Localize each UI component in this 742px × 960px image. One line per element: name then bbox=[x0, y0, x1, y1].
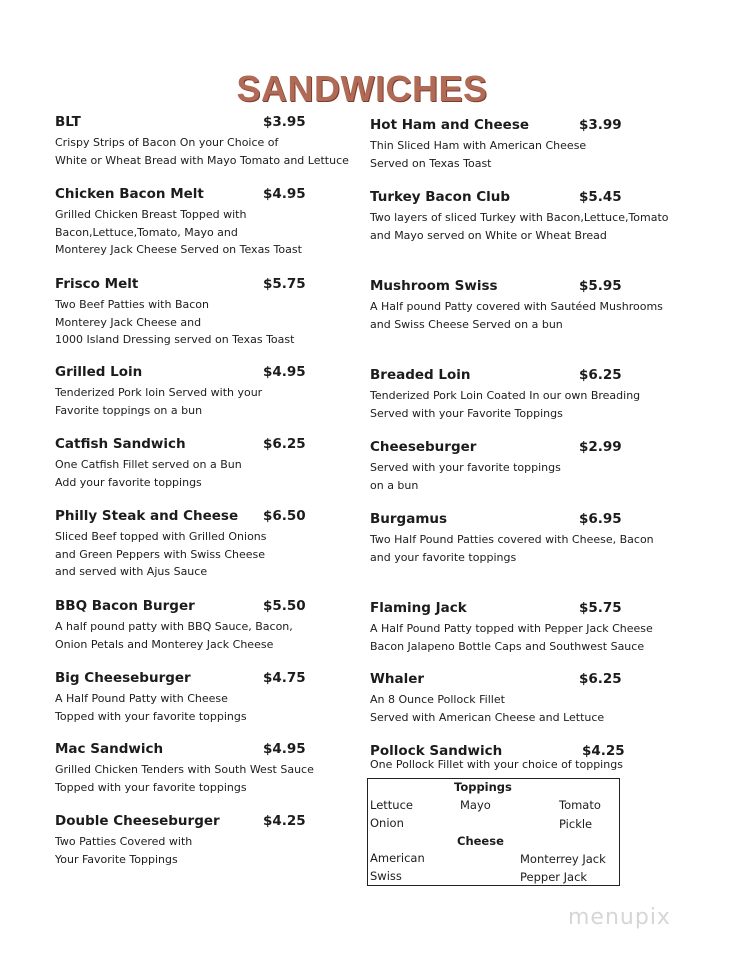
description-line: on a bun bbox=[370, 478, 419, 492]
item-description bbox=[55, 833, 192, 868]
item-description bbox=[55, 528, 267, 581]
item-description bbox=[370, 387, 640, 422]
description-line: Served with your favorite toppings bbox=[370, 461, 561, 474]
item-name: Cheeseburger bbox=[370, 439, 477, 455]
description-line: Favorite toppings on a bun bbox=[55, 403, 203, 417]
item-name: Burgamus bbox=[370, 511, 448, 527]
item-name: Double Cheeseburger bbox=[55, 813, 220, 829]
item-name: Turkey Bacon Club bbox=[370, 189, 511, 205]
description-line: A half pound patty with BBQ Sauce, Bacon, bbox=[55, 620, 293, 633]
item-price: $5.75 bbox=[263, 276, 306, 292]
item-name: Whaler bbox=[370, 671, 425, 687]
item-name: Breaded Loin bbox=[370, 367, 471, 383]
item-price: $5.45 bbox=[579, 189, 622, 205]
item-name: Big Cheeseburger bbox=[55, 670, 191, 686]
description-line: Sliced Beef topped with Grilled Onions bbox=[55, 530, 267, 543]
item-price: $6.25 bbox=[263, 436, 306, 452]
item-price: $4.25 bbox=[582, 743, 625, 759]
item-name: Pollock Sandwich bbox=[370, 743, 503, 759]
description-line: Bacon Jalapeno Bottle Caps and Southwest Sauce bbox=[370, 639, 645, 653]
item-description bbox=[370, 691, 604, 726]
item-description bbox=[55, 384, 262, 419]
toppings-heading: Toppings bbox=[454, 780, 512, 794]
topping-item: Lettuce bbox=[370, 798, 413, 812]
description-line: and served with Ajus Sauce bbox=[55, 565, 208, 578]
description-line: A Half pound Patty covered with Sautéed Mushrooms bbox=[370, 300, 663, 313]
description-line: Two Patties Covered with bbox=[55, 835, 193, 848]
description-line: Served with your Favorite Toppings bbox=[370, 406, 563, 420]
description-line: A Half Pound Patty topped with Pepper Jack Cheese bbox=[370, 622, 653, 635]
description-line: Onion Petals and Monterey Jack Cheese bbox=[55, 637, 274, 651]
topping-item: Tomato bbox=[559, 798, 601, 812]
topping-item: Mayo bbox=[460, 798, 491, 812]
item-description bbox=[370, 531, 654, 566]
item-price: $4.95 bbox=[263, 186, 306, 202]
item-price: $5.95 bbox=[579, 278, 622, 294]
topping-item: Pickle bbox=[559, 817, 593, 831]
description-line: One Catfish Fillet served on a Bun bbox=[55, 458, 242, 471]
cheese-heading: Cheese bbox=[457, 834, 504, 848]
item-name: BLT bbox=[55, 114, 81, 130]
description-line: Tenderized Pork loin Served with your bbox=[55, 386, 263, 399]
description-line: Two Half Pound Patties covered with Cheese, Bacon bbox=[370, 533, 654, 546]
description-line: Grilled Chicken Tenders with South West Sauce bbox=[55, 763, 314, 776]
item-description bbox=[55, 690, 247, 725]
item-price: $4.25 bbox=[263, 813, 306, 829]
description-line: and Swiss Cheese Served on a bun bbox=[370, 317, 563, 331]
cheese-item: Swiss bbox=[370, 869, 402, 883]
item-description bbox=[370, 209, 669, 244]
cheese-item: Monterrey Jack bbox=[520, 852, 606, 866]
item-name: Hot Ham and Cheese bbox=[370, 117, 530, 133]
item-name: Chicken Bacon Melt bbox=[55, 186, 204, 202]
item-price: $6.95 bbox=[579, 511, 622, 527]
item-price: $4.95 bbox=[263, 741, 306, 757]
description-line: One Pollock Fillet with your choice of toppings bbox=[370, 758, 623, 771]
item-name: Catfish Sandwich bbox=[55, 436, 186, 452]
description-line: and your favorite toppings bbox=[370, 550, 517, 564]
description-line: Your Favorite Toppings bbox=[55, 852, 178, 866]
description-line: Tenderized Pork Loin Coated In our own Breading bbox=[370, 389, 641, 402]
item-description bbox=[55, 296, 294, 349]
item-description bbox=[370, 298, 663, 333]
description-line: Served on Texas Toast bbox=[370, 156, 492, 170]
description-line: Two layers of sliced Turkey with Bacon,Lettuce,Tomato bbox=[370, 211, 669, 224]
item-description bbox=[370, 137, 586, 172]
description-line: 1000 Island Dressing served on Texas Toast bbox=[55, 333, 295, 346]
description-line: Monterey Jack Cheese and bbox=[55, 315, 202, 329]
menupix-watermark: menupix bbox=[568, 905, 671, 930]
item-price: $5.75 bbox=[579, 600, 622, 616]
item-name: Flaming Jack bbox=[370, 600, 467, 616]
item-description bbox=[370, 459, 561, 494]
item-description bbox=[55, 456, 242, 491]
description-line: Served with American Cheese and Lettuce bbox=[370, 710, 605, 724]
description-line: A Half Pound Patty with Cheese bbox=[55, 692, 228, 705]
description-line: White or Wheat Bread with Mayo Tomato and Lettuce bbox=[55, 153, 349, 167]
item-price: $4.75 bbox=[263, 670, 306, 686]
item-name: Grilled Loin bbox=[55, 364, 143, 380]
description-line: Two Beef Patties with Bacon bbox=[55, 298, 209, 311]
description-line: Thin Sliced Ham with American Cheese bbox=[370, 139, 587, 152]
description-line: Bacon,Lettuce,Tomato, Mayo and bbox=[55, 225, 238, 239]
item-description bbox=[55, 134, 349, 169]
item-description bbox=[370, 620, 653, 655]
cheese-item: American bbox=[370, 851, 425, 865]
description-line: Monterey Jack Cheese Served on Texas Toast bbox=[55, 243, 302, 256]
description-line: and Mayo served on White or Wheat Bread bbox=[370, 228, 607, 242]
item-price: $2.99 bbox=[579, 439, 622, 455]
description-line: Add your favorite toppings bbox=[55, 475, 202, 489]
item-price: $3.95 bbox=[263, 114, 306, 130]
page-title: SANDWICHES bbox=[236, 68, 488, 109]
item-name: Frisco Melt bbox=[55, 276, 139, 292]
item-description bbox=[370, 756, 623, 774]
item-description bbox=[55, 206, 302, 259]
description-line: Topped with your favorite toppings bbox=[55, 709, 247, 723]
item-price: $5.50 bbox=[263, 598, 306, 614]
description-line: and Green Peppers with Swiss Cheese bbox=[55, 547, 266, 561]
item-price: $4.95 bbox=[263, 364, 306, 380]
cheese-item: Pepper Jack bbox=[520, 870, 588, 884]
item-name: Mac Sandwich bbox=[55, 741, 164, 757]
item-price: $6.50 bbox=[263, 508, 306, 524]
description-line: Crispy Strips of Bacon On your Choice of bbox=[55, 136, 279, 149]
toppings-box bbox=[367, 778, 620, 886]
item-description bbox=[55, 618, 293, 653]
item-price: $6.25 bbox=[579, 367, 622, 383]
description-line: Grilled Chicken Breast Topped with bbox=[55, 208, 247, 221]
item-name: Mushroom Swiss bbox=[370, 278, 498, 294]
description-line: An 8 Ounce Pollock Fillet bbox=[370, 693, 505, 706]
description-line: Topped with your favorite toppings bbox=[55, 780, 247, 794]
item-price: $3.99 bbox=[579, 117, 622, 133]
item-description bbox=[55, 761, 314, 796]
item-name: Philly Steak and Cheese bbox=[55, 508, 239, 524]
item-price: $6.25 bbox=[579, 671, 622, 687]
topping-item: Onion bbox=[370, 816, 404, 830]
item-name: BBQ Bacon Burger bbox=[55, 598, 195, 614]
